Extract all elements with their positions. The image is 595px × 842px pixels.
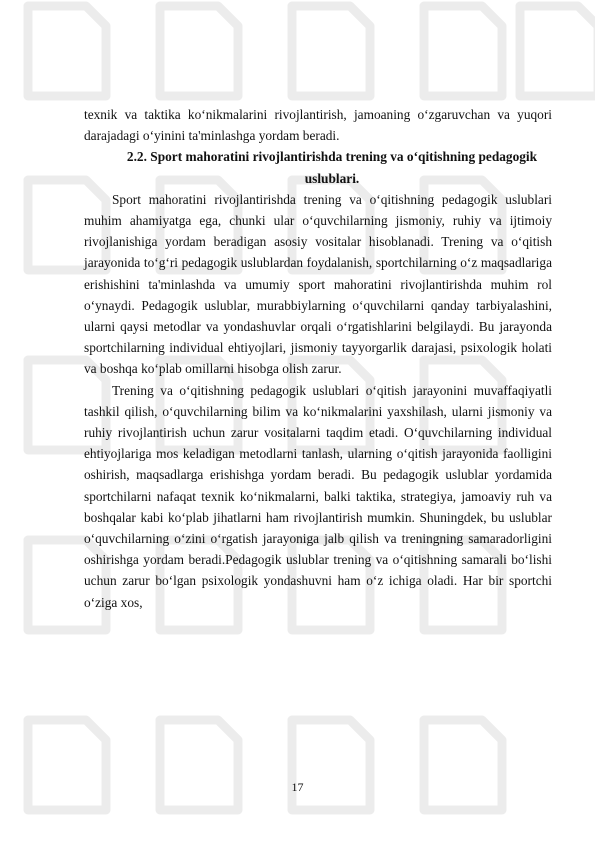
section-heading: 2.2. Sport mahoratini rivojlantirishda trening va o‘qitishning pedagogik uslublari. <box>126 149 538 186</box>
body-paragraph-2: Trening va o‘qitishning pedagogik uslublari o‘qitish jarayonini muvaffaqiyatli tashkil qilish, o‘quvchilarning bilim va ko‘nikmalarini yaxshilash, ularni jismoniy va ruhiy rivojlantirish uchun zarur vositalarni taqdim etadi. O‘quvchilarning individual ehtiyojlariga mos keladigan metodlarni tanlash, ularning o‘qitish jarayonida faolligini oshirish, maqsadlarga erishishga yordam beradi. Bu pedagogik uslublar yordamida sportchilarni nafaqat texnik ko‘nikmalarni, balki taktika, strategiya, jamoaviy ruh va boshqalar kabi ko‘plab jihatlarni ham rivojlantirish mumkin. Shuningdek, bu uslublar o‘quvchilarning o‘zini o‘rgatish jarayoniga jalb qilish va treningning samaradorligini oshirishga yordam beradi.Pedagogik uslublar trening va o‘qitishning samarali bo‘lishi uchun zarur bo‘lgan psixologik yondashuvni ham o‘z ichiga oladi. Har bir sportchi o‘ziga xos, <box>84 382 552 610</box>
page-body <box>84 104 552 613</box>
page-number: 17 <box>291 780 304 794</box>
body-paragraph-1: Sport mahoratini rivojlantirishda trening va o‘qitishning pedagogik uslublari muhim ahamiyatga ega, chunki ular o‘quvchilarning jismoniy, ruhiy va ijtimoiy rivojlanishiga yordam beradigan asosiy vositalar hisoblanadi. Trening va o‘qitish jarayonida to‘g‘ri pedagogik uslublardan foydalanish, sportchilarning o‘z maqsadlariga erishishini ta'minlashda va umumiy sport mahoratini rivojlantirishda muhim rol o‘ynaydi. Pedagogik uslublar, murabbiylarning o‘quvchilarni qanday tarbiyalashini, ularni qaysi metodlar va yondashuvlar orqali o‘rgatishlarini belgilaydi. Bu jarayonda sportchilarning individual ehtiyojlari, jismoniy tayyorgarlik darajasi, psixologik holati va boshqa ko‘plab omillarni hisobga olish zarur. <box>84 191 552 377</box>
paragraph-continuation: texnik va taktika ko‘nikmalarini rivojlantirish, jamoaning o‘zgaruvchan va yuqori darajadagi o‘yinini ta'minlashga yordam beradi. <box>84 107 552 144</box>
